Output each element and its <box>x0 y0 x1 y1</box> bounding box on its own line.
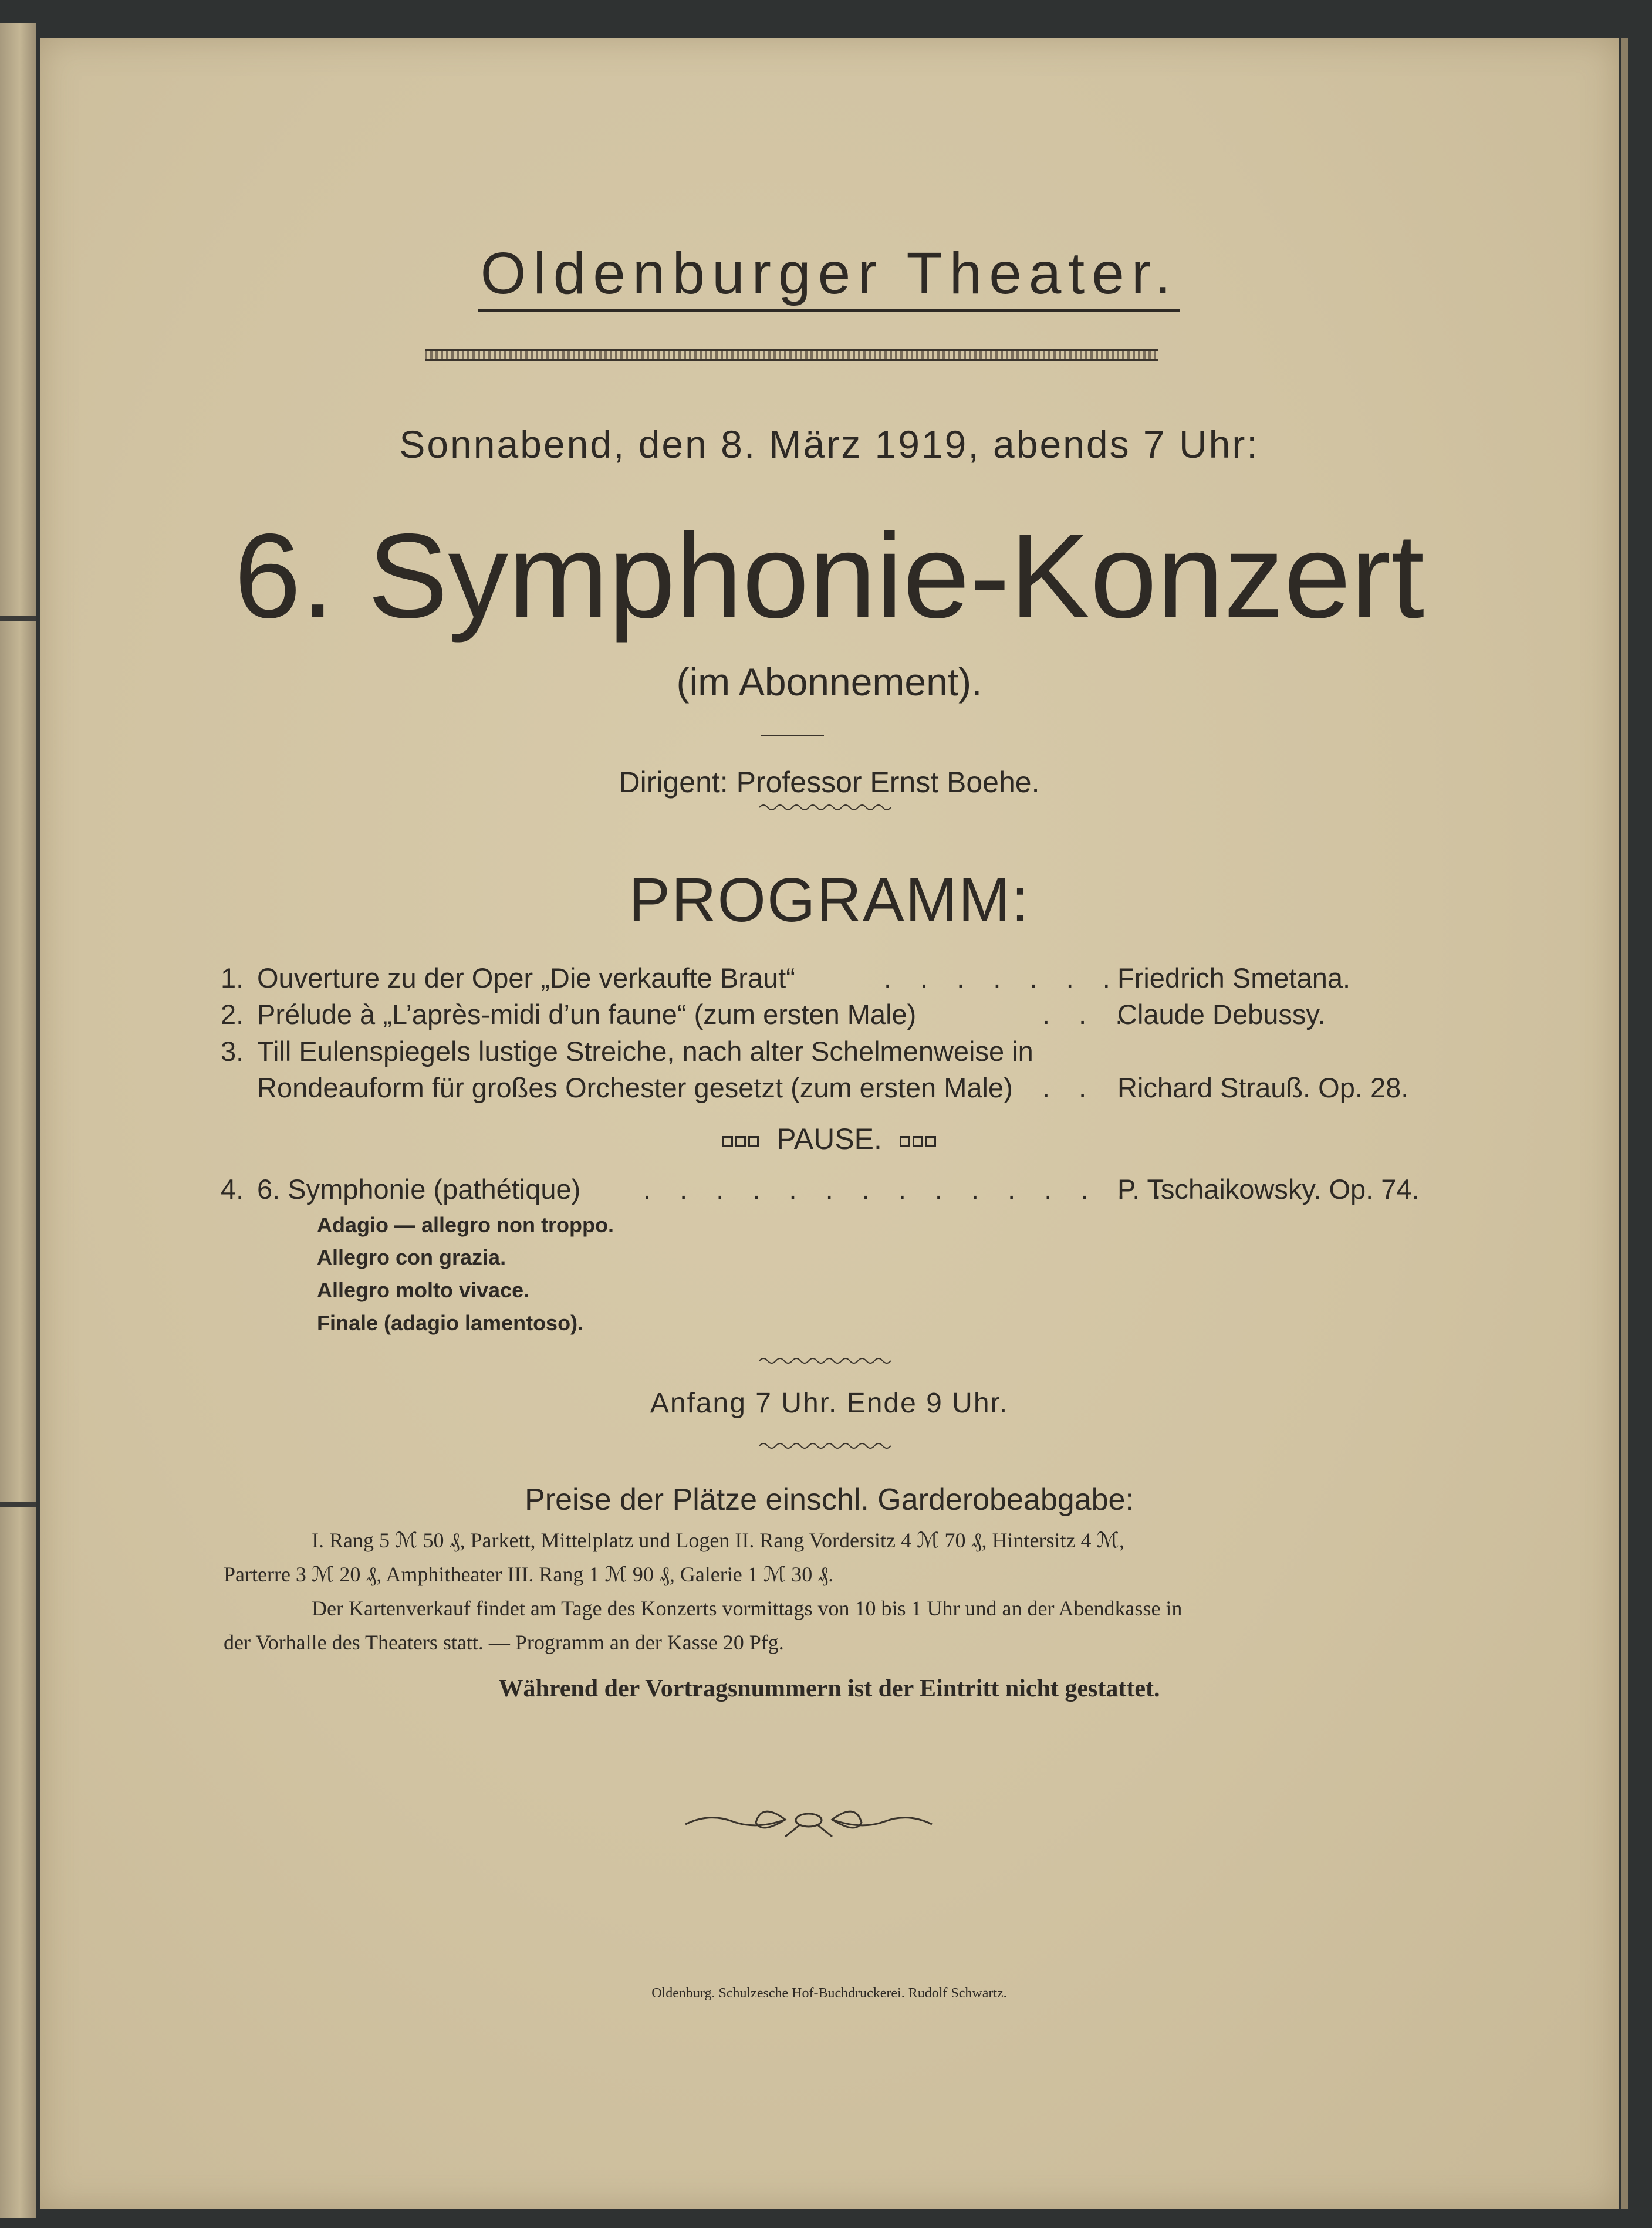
item-composer: Friedrich Smetana. <box>1117 962 1351 993</box>
program-item: 2. Prélude à „L’après-midi d’un faune“ (zum ersten Male) . . . Claude Debussy. <box>221 999 1326 1030</box>
printer-imprint: Oldenburg. Schulzesche Hof-Buchdruckerei. Rudolf Schwartz. <box>651 1986 1007 2001</box>
no-entry-notice: Während der Vortragsnummern ist der Eintritt nicht gestattet. <box>498 1675 1160 1702</box>
bow-ornament-icon <box>680 1804 938 1839</box>
pause-line <box>40 1122 1619 1156</box>
wavy-divider <box>759 1355 894 1367</box>
item-title-continued: Rondeauform für großes Orchester gesetzt (zum ersten Male) <box>257 1072 1013 1103</box>
movement: Allegro con grazia. <box>317 1245 506 1269</box>
item-number: 4. <box>221 1174 244 1205</box>
right-page-edge <box>1621 38 1628 2209</box>
date-line: Sonnabend, den 8. März 1919, abends 7 Uhr: <box>399 422 1259 466</box>
item-number: 3. <box>221 1036 244 1067</box>
program-sheet <box>40 38 1619 2209</box>
conductor-line: Dirigent: Professor Ernst Boehe. <box>619 766 1040 799</box>
ornamental-rule <box>425 349 1158 361</box>
sales-line: der Vorhalle des Theaters statt. — Programm an der Kasse 20 Pfg. <box>224 1631 784 1654</box>
program-item: 4. 6. Symphonie (pathétique) . . . . . . . . . . . . . . . P. Tschaikowsky. Op. 74. <box>221 1174 1420 1205</box>
divider <box>761 735 824 736</box>
wavy-divider <box>759 1440 894 1452</box>
item-title: Prélude à „L’après-midi d’un faune“ (zum ersten Male) <box>257 999 917 1030</box>
item-number: 1. <box>221 962 244 993</box>
program-item <box>221 1035 1400 1076</box>
wavy-divider <box>759 802 894 813</box>
item-composer: Richard Strauß. Op. 28. <box>1117 1072 1409 1103</box>
item-title: Till Eulenspiegels lustige Streiche, nach alter Schelmenweise in <box>257 1036 1033 1067</box>
movement: Finale (adagio lamentoso). <box>317 1311 584 1335</box>
subtitle: (im Abonnement). <box>676 660 982 704</box>
program-item-continued: Rondeauform für großes Orchester gesetzt (zum ersten Male) . . Richard Strauß. Op. 28. <box>257 1072 1409 1103</box>
item-title: 6. Symphonie (pathétique) <box>257 1174 581 1205</box>
sales-line: Der Kartenverkauf findet am Tage des Konzerts vormittags von 10 bis 1 Uhr und an der Abendkasse in <box>312 1597 1183 1620</box>
program-heading: PROGRAMM: <box>629 865 1030 935</box>
movement: Adagio — allegro non troppo. <box>317 1213 614 1237</box>
item-composer: Claude Debussy. <box>1117 999 1326 1030</box>
item-composer: P. Tschaikowsky. Op. 74. <box>1117 1174 1420 1205</box>
item-title: Ouverture zu der Oper „Die verkaufte Braut“ <box>257 962 795 993</box>
concert-title: 6. Symphonie-Konzert <box>234 509 1425 643</box>
movement: Allegro molto vivace. <box>317 1278 530 1302</box>
times-line: Anfang 7 Uhr. Ende 9 Uhr. <box>650 1388 1009 1419</box>
program-item: 1. Ouverture zu der Oper „Die verkaufte Braut“ . . . . . . . Friedrich Smetana. <box>221 962 1351 993</box>
prices-line: I. Rang 5 ℳ 50 ₰, Parkett, Mittelplatz und Logen II. Rang Vordersitz 4 ℳ 70 ₰, Hintersitz 4 ℳ, <box>312 1529 1124 1552</box>
item-number: 2. <box>221 999 244 1030</box>
prices-heading: Preise der Plätze einschl. Garderobeabgabe: <box>525 1483 1134 1517</box>
adjacent-page-edge <box>0 23 36 2218</box>
pause-label: PAUSE. <box>776 1123 882 1155</box>
theater-title: Oldenburger Theater. <box>40 240 1619 307</box>
prices-line: Parterre 3 ℳ 20 ₰, Amphitheater III. Rang 1 ℳ 90 ₰, Galerie 1 ℳ 30 ₰. <box>224 1563 834 1586</box>
